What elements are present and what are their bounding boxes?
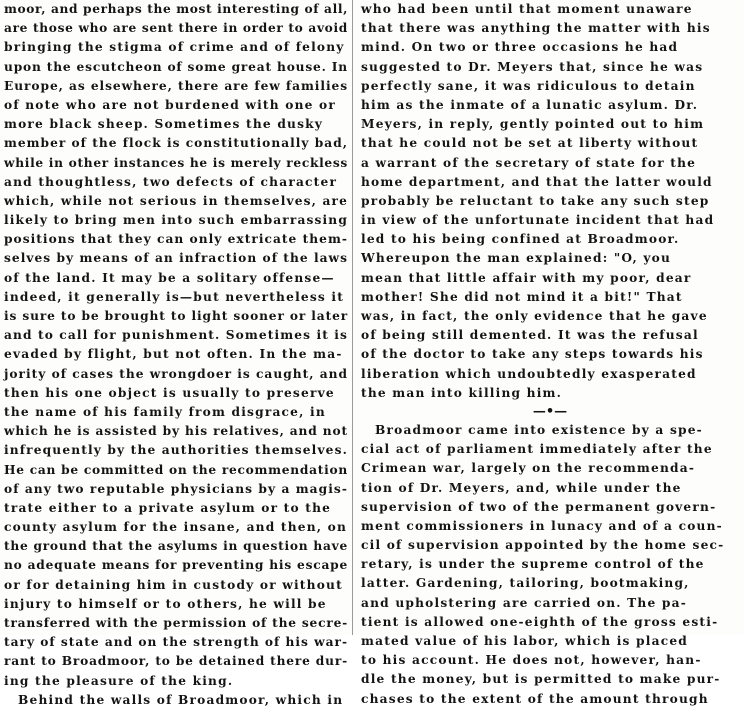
text-line: supervision of two of the permanent govern- xyxy=(361,499,717,514)
text-line: and thoughtless, two defects of character xyxy=(4,174,338,189)
text-line: trate either to a private asylum or to the xyxy=(4,500,332,515)
text-line: rant to Broadmoor, to be detained there dur- xyxy=(4,654,349,669)
text-line: Europe, as elsewhere, there are few families xyxy=(4,78,349,93)
text-line: suggested to Dr. Meyers that, since he was xyxy=(361,59,704,74)
text-line: moor, and perhaps the most interesting of all, xyxy=(4,2,348,16)
text-line: county asylum for the insane, and then, on xyxy=(4,520,348,535)
text-line: that there was anything the matter with his xyxy=(361,21,711,36)
text-line: bringing the stigma of crime and of felony xyxy=(4,40,345,55)
text-line: to his account. He does not, however, han- xyxy=(361,653,702,668)
text-line: was, in fact, the only evidence that he gave xyxy=(361,309,708,323)
text-line: mind. On two or three occasions he had xyxy=(361,40,679,55)
text-line: Behind the walls of Broadmoor, which in xyxy=(18,692,344,707)
text-line: latter. Gardening, tailoring, bootmaking, xyxy=(361,576,690,591)
text-line: no adequate means for preventing his escape xyxy=(4,558,348,573)
text-line: cial act of parliament immediately after the xyxy=(361,442,713,457)
text-line: jority of cases the wrongdoer is caught, and xyxy=(4,366,348,381)
text-line: is sure to be brought to light sooner or later xyxy=(4,309,349,323)
text-line: which he is assisted by his relatives, and not xyxy=(4,424,349,439)
text-line: positions that they can only extricate them- xyxy=(4,232,348,247)
text-line: of note who are not burdened with one or xyxy=(4,97,336,112)
text-line: member of the flock is constitutionally bad, xyxy=(4,136,348,151)
text-line: Meyers, in reply, gently pointed out to him xyxy=(361,117,705,132)
text-line: led to his being confined at Broadmoor. xyxy=(361,232,680,247)
text-line: more black sheep. Sometimes the dusky xyxy=(4,117,324,132)
text-line: mated value of his labor, which is placed xyxy=(361,634,689,648)
text-line: and upholstering are carried on. The pa- xyxy=(361,595,687,610)
text-line: the ground that the asylums in question have xyxy=(4,539,348,554)
text-line: Crimean war, largely on the recommenda- xyxy=(361,461,696,476)
text-line: which, while not serious in themselves, are xyxy=(4,193,348,208)
right-column xyxy=(361,0,739,706)
text-line: perfectly sane, it was ridiculous to detain xyxy=(361,78,696,93)
text-line: while in other instances he is merely reckless xyxy=(4,155,348,170)
text-line: then his one object is usually to preserve xyxy=(4,385,335,400)
text-line: are those who are sent there in order to avoid xyxy=(4,21,348,36)
text-line: and to call for punishment. Sometimes it is xyxy=(4,328,349,343)
text-line: retary, is under the supreme control of the xyxy=(361,557,705,572)
left-column xyxy=(4,0,349,707)
text-line: in view of the unfortunate incident that had xyxy=(361,213,715,228)
text-line: probably be reluctant to take any such step xyxy=(361,193,710,208)
text-line: injury to himself or to others, he will be xyxy=(4,596,327,611)
text-line: evaded by flight, but not often. In the ma- xyxy=(4,347,343,362)
text-line: tary of state and on the strength of his war- xyxy=(4,635,349,650)
text-line: liberation which undoubtedly exasperated xyxy=(361,366,697,381)
text-line: that he could not be set at liberty without xyxy=(361,136,699,151)
text-line: He can be committed on the recommendation xyxy=(4,462,348,477)
text-line: or for detaining him in custody or without xyxy=(4,577,343,592)
text-line: chases to the extent of the amount through xyxy=(361,691,709,706)
text-line: likely to bring men into such embarrassing xyxy=(4,213,348,228)
text-line: dle the money, but is permitted to make pur- xyxy=(361,672,721,687)
text-line: a warrant of the secretary of state for the xyxy=(361,155,697,170)
text-line: of being still demented. It was the refusal xyxy=(361,328,699,343)
text-line: who had been until that moment unaware xyxy=(361,2,693,16)
text-line: infrequently by the authorities themselves. xyxy=(4,443,348,458)
text-line: the name of his family from disgrace, in xyxy=(4,404,326,419)
text-line: of the doctor to take any steps towards his xyxy=(361,347,704,362)
text-line: upon the escutcheon of some great house. In xyxy=(4,59,348,74)
section-separator: —•— xyxy=(532,403,568,419)
text-line: him as the inmate of a lunatic asylum. Dr. xyxy=(361,97,699,112)
text-line: ing the pleasure of the king. xyxy=(4,673,234,688)
text-line: Whereupon the man explained: "O, you xyxy=(361,251,672,266)
text-line: mean that little affair with my poor, dear xyxy=(361,270,692,285)
text-line: home department, and that the latter would xyxy=(361,174,713,189)
text-line: transferred with the permission of the secre- xyxy=(4,616,348,630)
text-line: indeed, it generally is—but nevertheless it xyxy=(4,289,345,304)
text-line: selves by means of an infraction of the laws xyxy=(4,251,348,266)
text-line: tion of Dr. Meyers, and, while under the xyxy=(361,480,682,495)
text-line: tient is allowed one-eighth of the gross esti- xyxy=(361,614,719,629)
text-line: the man into killing him. xyxy=(361,385,563,400)
text-line: of any two reputable physicians by a magis- xyxy=(4,481,348,496)
text-line: mother! She did not mind it a bit!" That xyxy=(361,289,683,304)
text-line: cil of supervision appointed by the home sec- xyxy=(361,538,725,553)
text-line: Broadmoor came into existence by a spe- xyxy=(375,422,703,437)
column-divider xyxy=(352,0,353,635)
text-line: of the land. It may be a solitary offense— xyxy=(4,270,335,285)
text-line: ment commissioners in lunacy and of a coun- xyxy=(361,518,723,533)
